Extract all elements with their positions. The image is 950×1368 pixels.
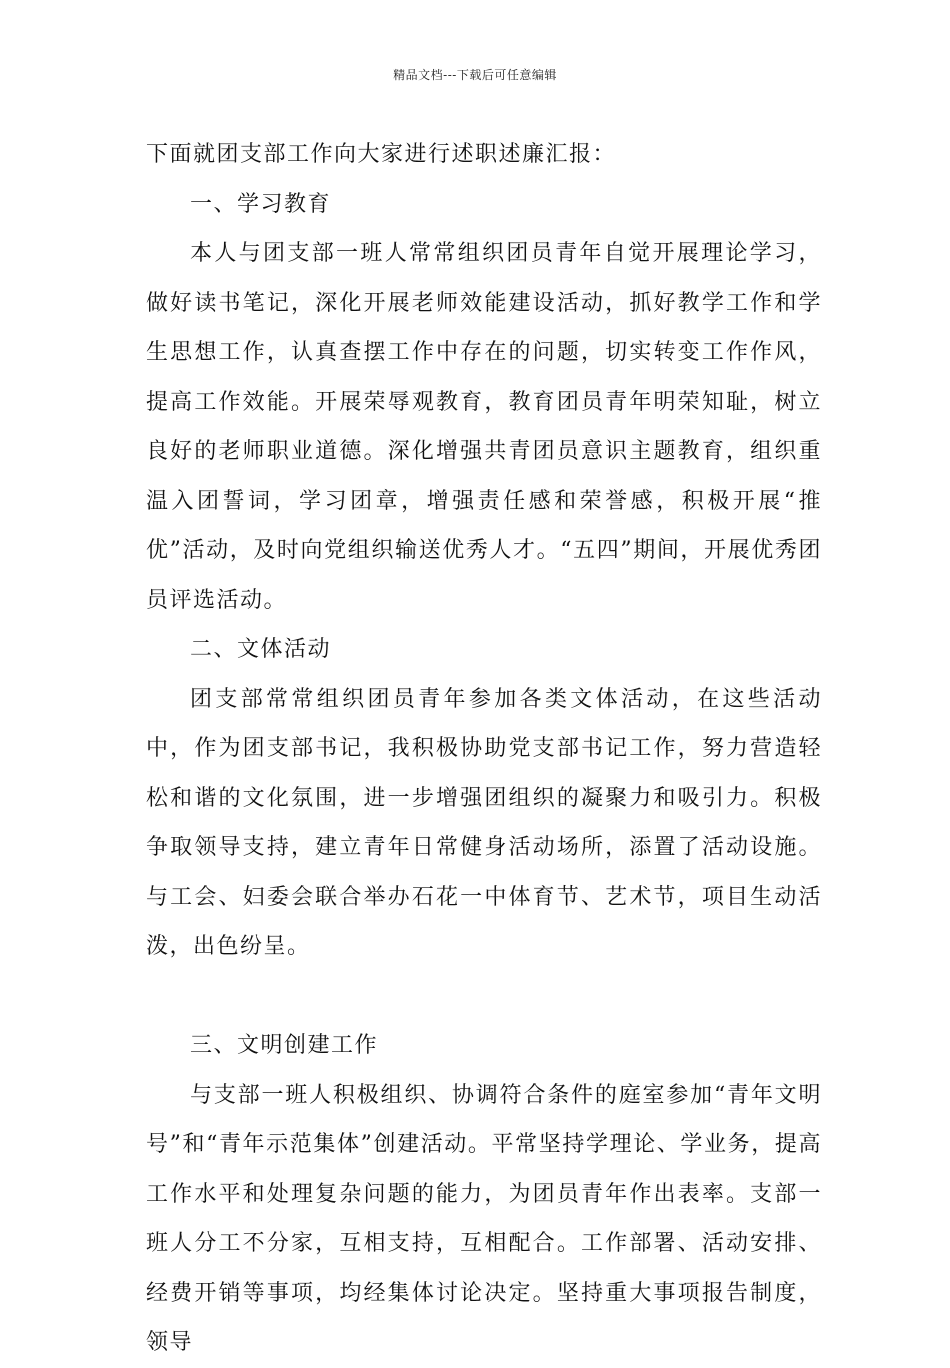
paragraph-gap [146,972,822,1022]
section-3-paragraph: 与支部一班人积极组织、协调符合条件的庭室参加“青年文明号”和“青年示范集体”创建活动。平常坚持学理论、学业务，提高工作水平和处理复杂问题的能力，为团员青年作出表率。支部一班人分工不分家，互相支持，互相配合。工作部署、活动安排、经费开销等事项，均经集体讨论决定。坚持重大事项报告制度，领导 [146,1082,822,1355]
section-1-paragraph: 本人与团支部一班人常常组织团员青年自觉开展理论学习，做好读书笔记，深化开展老师效能建设活动，抓好教学工作和学生思想工作，认真查摆工作中存在的问题，切实转变工作作风，提高工作效能。开展荣辱观教育，教育团员青年明荣知耻，树立良好的老师职业道德。深化增强共青团员意识主题教育，组织重温入团誓词，学习团章，增强责任感和荣誉感，积极开展“推优”活动，及时向党组织输送优秀人才。“五四”期间，开展优秀团员评选活动。 [146,241,822,613]
section-2-heading: 二、文体活动 [190,637,332,662]
section-2-paragraph: 团支部常常组织团员青年参加各类文体活动，在这些活动中，作为团支部书记，我积极协助党支部书记工作，努力营造轻松和谐的文化氛围，进一步增强团组织的凝聚力和吸引力。积极争取领导支持，建立青年日常健身活动场所，添置了活动设施。与工会、妇委会联合举办石花一中体育节、艺术节，项目生动活泼，出色纷呈。 [146,686,822,959]
section-1-heading: 一、学习教育 [190,191,332,217]
page-header: 精品文档---下载后可任意编辑 [393,68,557,82]
document-body [146,130,822,1368]
section-3-heading: 三、文明创建工作 [190,1033,379,1058]
intro-paragraph: 下面就团支部工作向大家进行述职述廉汇报： [146,142,617,167]
